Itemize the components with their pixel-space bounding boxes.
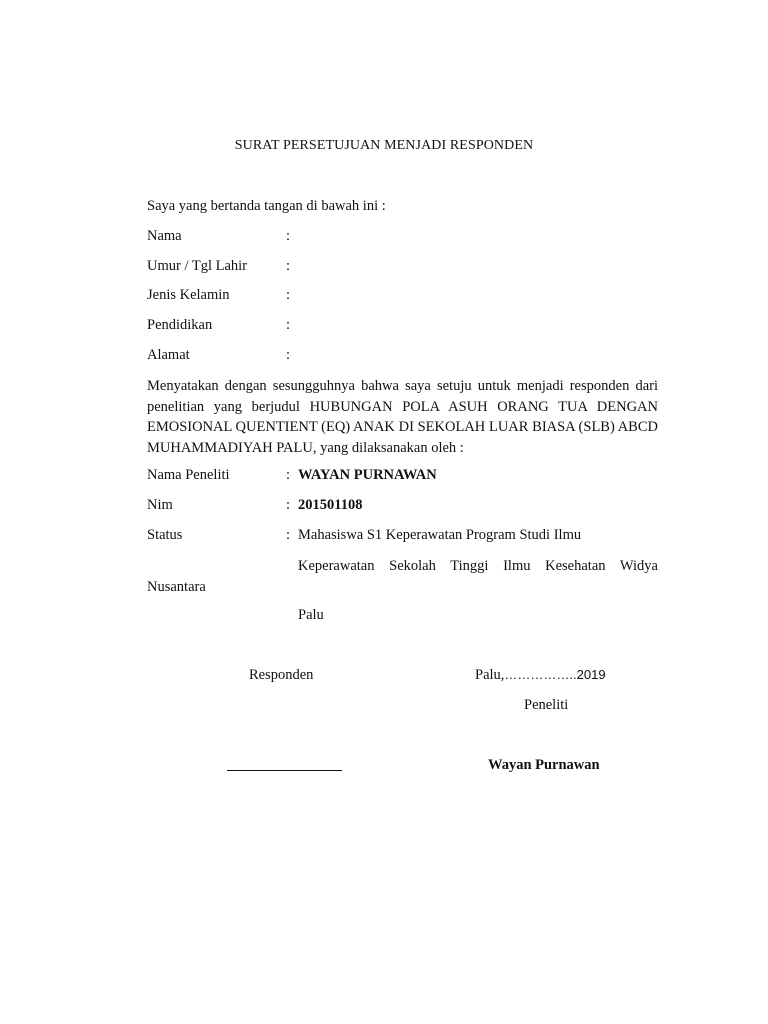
statement-paragraph: Menyatakan dengan sesungguhnya bahwa saya setuju untuk menjadi responden dari penelitian yang berjudul HUBUNGAN POLA ASUH ORANG TUA DENGAN EMOSIONAL QUENTIENT (EQ) ANAK DI SEKOLAH LUAR BIASA (SLB) ABCD MUHAMMADIYAH PALU, yang dilaksanakan oleh :	[147, 378, 658, 456]
field-label-nama-peneliti: Nama Peneliti	[147, 467, 230, 483]
letter-title: SURAT PERSETUJUAN MENJADI RESPONDEN	[234, 138, 534, 153]
field-label-nama: Nama	[147, 228, 182, 244]
respondent-label: Responden	[249, 667, 314, 683]
field-colon: :	[286, 228, 291, 244]
field-label-umur-tgl-lahir: Umur / Tgl Lahir	[147, 258, 248, 274]
field-label-status: Status	[147, 527, 183, 543]
place-date-city: Palu,	[475, 667, 505, 683]
researcher-name-value: WAYAN PURNAWAN	[298, 467, 437, 483]
respondent-signature-line	[227, 760, 342, 775]
field-colon: :	[286, 497, 291, 513]
field-colon: :	[286, 287, 291, 303]
field-label-nim: Nim	[147, 497, 173, 513]
status-value-city: Palu	[298, 607, 324, 623]
field-label-alamat: Alamat	[147, 347, 190, 363]
field-label-pendidikan: Pendidikan	[147, 317, 213, 333]
place-date-dots: ……………..2019	[504, 667, 606, 682]
place-date	[475, 668, 606, 683]
researcher-label: Peneliti	[524, 697, 569, 713]
field-colon: :	[286, 317, 291, 333]
status-value-line-1: Mahasiswa S1 Keperawatan Program Studi Ilmu	[298, 527, 582, 543]
field-colon: :	[286, 467, 291, 483]
nim-value: 201501108	[298, 497, 363, 513]
field-colon: :	[286, 258, 291, 274]
status-value-continuation: Keperawatan Sekolah Tinggi Ilmu Kesehatan Widya Nusantara	[147, 558, 658, 595]
field-colon: :	[286, 527, 291, 543]
field-label-jenis-kelamin: Jenis Kelamin	[147, 287, 230, 303]
researcher-signature-name: Wayan Purnawan	[488, 757, 600, 773]
field-colon: :	[286, 347, 291, 363]
intro-text: Saya yang bertanda tangan di bawah ini :	[147, 198, 386, 214]
